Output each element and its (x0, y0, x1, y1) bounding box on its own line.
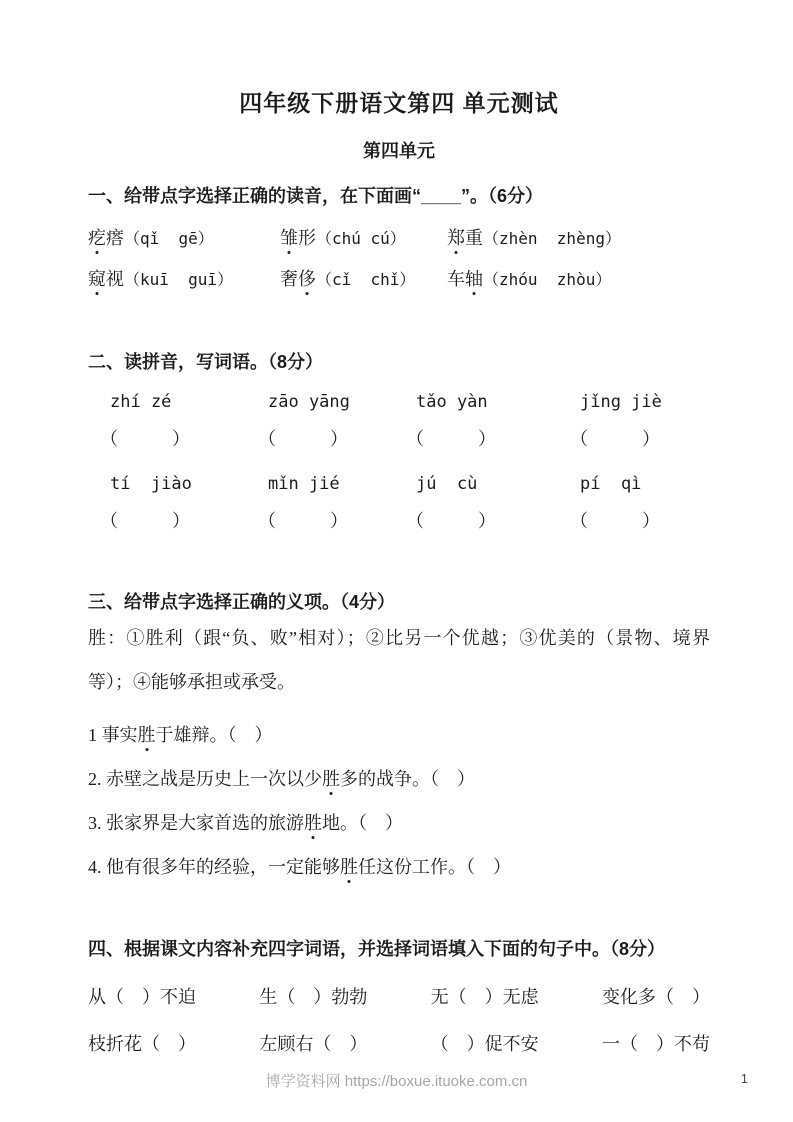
pinyin-answer-cell (570, 474, 722, 533)
answer-bracket: （ ） (100, 510, 190, 531)
pinyin-prompt: zāo yāng (268, 391, 350, 412)
idiom-blank: 左顾右（ ） (259, 1033, 368, 1054)
section-write-words (88, 351, 710, 532)
dotted-character: 疙 (88, 227, 106, 248)
word-choice-item (447, 267, 611, 291)
section-1-heading: 一、给带点字选择正确的读音，在下面画“____”。（6分） (88, 186, 544, 207)
pinyin-options: （qǐ gē） (124, 228, 214, 248)
pinyin-options: （kuī guī） (124, 270, 234, 290)
idiom-blank: 变化多（ ） (601, 986, 710, 1007)
idiom-row-1 (88, 983, 710, 1009)
word-choice-item (280, 267, 447, 291)
word-choice-item (88, 226, 280, 250)
dotted-character: 胜 (340, 857, 358, 878)
answer-bracket: （ ） (258, 428, 348, 449)
section-4-heading: 四、根据课文内容补充四字词语，并选择词语填入下面的句子中。（8分） (88, 939, 666, 960)
idiom-blank: 枝折花（ ） (88, 1033, 196, 1054)
section-idiom-completion (88, 938, 710, 1055)
page-footer (0, 1070, 793, 1090)
dotted-character: 雏 (280, 227, 298, 248)
page-number: 1 (740, 1071, 748, 1086)
pinyin-answer-cell (570, 392, 722, 451)
pinyin-prompt: tí jiào (110, 473, 192, 494)
word-choice-item (88, 267, 280, 291)
section-3-heading: 三、给带点字选择正确的义项。（4分） (88, 591, 396, 612)
pinyin-options: （cǐ chǐ） (316, 270, 416, 290)
dotted-character: 轴 (465, 269, 483, 290)
pronunciation-row-1 (88, 226, 710, 250)
pronunciation-row-2 (88, 267, 710, 291)
meaning-item-1: 1 事实胜于雄辩。（ ） (88, 725, 273, 746)
word-characters: 郑重 (447, 227, 483, 248)
dotted-character: 郑 (447, 227, 465, 248)
answer-bracket: （ ） (406, 428, 496, 449)
dotted-character: 侈 (298, 269, 316, 290)
dotted-character: 胜 (304, 813, 322, 834)
dotted-character: 胜 (137, 725, 156, 746)
pinyin-answer-cell (406, 392, 570, 451)
pinyin-row-1 (100, 392, 710, 451)
idiom-row-2 (88, 1030, 710, 1056)
word-choice-item (280, 226, 447, 250)
pinyin-options: （zhèn zhèng） (483, 228, 621, 248)
pinyin-options: （chú cú） (316, 228, 406, 248)
word-characters: 疙瘩 (88, 227, 124, 248)
pinyin-answer-cell (406, 474, 570, 533)
page-title: 四年级下册语文第四 单元测试 (239, 90, 559, 116)
section-pronunciation (88, 185, 710, 291)
idiom-blank: 一（ ）不苟 (601, 1033, 710, 1054)
pinyin-answer-cell (100, 392, 258, 451)
pinyin-answer-cell (258, 392, 406, 451)
pinyin-prompt: mǐn jié (268, 473, 340, 494)
pinyin-row-2 (100, 474, 710, 533)
answer-bracket: （ ） (406, 510, 496, 531)
word-choice-item (447, 226, 621, 250)
word-characters: 窥视 (88, 269, 124, 290)
idiom-blank: 从（ ）不迫 (88, 986, 196, 1007)
pinyin-grid (88, 392, 710, 533)
pinyin-prompt: jú cù (416, 473, 478, 494)
dotted-character: 胜 (322, 769, 340, 790)
dotted-character: 窥 (88, 269, 106, 290)
meaning-item-2: 2. 赤壁之战是历史上一次以少胜多的战争。（ ） (88, 769, 475, 790)
pinyin-prompt: tǎo yàn (416, 391, 488, 412)
idiom-blank: 生（ ）勃勃 (259, 986, 368, 1007)
pinyin-prompt: pí qì (580, 473, 642, 494)
definition-text: 胜：①胜利（跟“负、败”相对）；②比另一个优越；③优美的（景物、境界等）；④能够承担或承受。 (88, 628, 710, 693)
pinyin-options: （zhóu zhòu） (483, 270, 612, 290)
pinyin-prompt: zhí zé (110, 391, 172, 412)
unit-subtitle: 第四单元 (363, 141, 435, 162)
word-characters: 奢侈 (280, 269, 316, 290)
word-characters: 雏形 (280, 227, 316, 248)
answer-bracket: （ ） (570, 428, 660, 449)
idiom-blank: 无（ ）无虑 (430, 986, 539, 1007)
pinyin-prompt: jǐng jiè (580, 391, 662, 412)
footer-site-url: 博学资料网 https://boxue.ituoke.com.cn (265, 1073, 528, 1090)
section-meaning-choice (88, 591, 710, 880)
answer-bracket: （ ） (100, 428, 190, 449)
section-2-heading: 二、读拼音，写词语。（8分） (88, 352, 324, 373)
meaning-item-4: 4. 他有很多年的经验，一定能够胜任这份工作。（ ） (88, 857, 511, 878)
pinyin-answer-cell (258, 474, 406, 533)
idiom-blank: （ ）促不安 (430, 1033, 539, 1054)
answer-bracket: （ ） (258, 510, 348, 531)
pinyin-answer-cell (100, 474, 258, 533)
meaning-item-3: 3. 张家界是大家首选的旅游胜地。（ ） (88, 813, 403, 834)
answer-bracket: （ ） (570, 510, 660, 531)
word-characters: 车轴 (447, 269, 483, 290)
